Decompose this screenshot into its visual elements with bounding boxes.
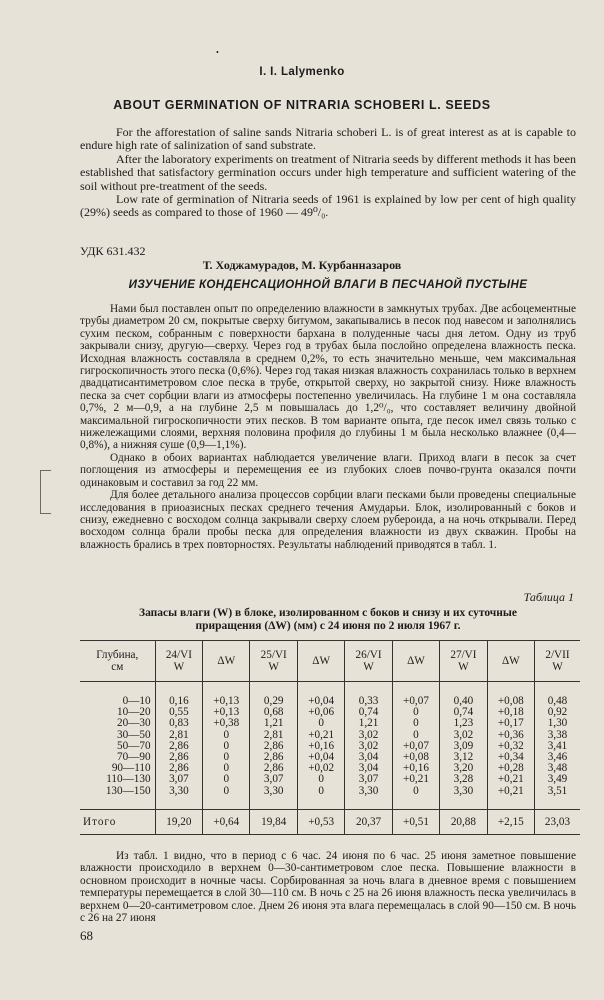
value-cell: +0,08: [392, 752, 439, 763]
page-number: 68: [80, 928, 93, 943]
value-cell: 0: [203, 786, 250, 810]
value-cell: 3,07: [345, 774, 393, 785]
table-caption: [80, 607, 576, 633]
total-value: +0,53: [298, 809, 345, 834]
value-cell: 0,68: [250, 707, 298, 718]
value-cell: +0,21: [487, 774, 534, 785]
value-cell: +0,21: [487, 786, 534, 810]
value-cell: 3,02: [345, 741, 393, 752]
abstract-paragraph-1: For the afforestation of saline sands Nitraria schoberi L. is of great interest as at is capable to endure high rate of salinization of sand substrate.: [80, 125, 576, 153]
value-cell: +0,07: [392, 682, 439, 708]
depth-cell: 30—50: [117, 728, 151, 741]
value-cell: 0,33: [345, 682, 393, 708]
depth-cell: 20—30: [117, 717, 151, 730]
value-cell: +0,32: [487, 741, 534, 752]
value-cell: 3,30: [155, 786, 203, 810]
total-value: 19,84: [250, 809, 298, 834]
value-cell: 3,30: [250, 786, 298, 810]
value-cell: 0: [392, 707, 439, 718]
value-cell: 0: [203, 730, 250, 741]
value-cell: 2,86: [250, 741, 298, 752]
table-caption-line-2: приращения (ΔW) (мм) с 24 июня по 2 июля 1967 г.: [195, 620, 461, 632]
header-date-4: 27/VI W: [440, 641, 488, 682]
value-cell: 1,30: [534, 718, 580, 729]
value-cell: 1,21: [345, 718, 393, 729]
value-cell: 0,55: [155, 707, 203, 718]
header-date-2: 25/VI W: [250, 641, 298, 682]
table-row: [80, 718, 580, 729]
value-cell: 3,07: [250, 774, 298, 785]
value-cell: 2,86: [155, 741, 203, 752]
table-body: [80, 682, 580, 810]
total-value: 20,88: [440, 809, 488, 834]
value-cell: 0: [203, 763, 250, 774]
value-cell: +0,07: [392, 741, 439, 752]
table-caption-line-1: Запасы влаги (W) в блоке, изолированном с боков и снизу и их суточные: [139, 607, 517, 619]
header-delta-3: ΔW: [392, 641, 439, 682]
value-cell: 1,21: [250, 718, 298, 729]
total-value: +2,15: [487, 809, 534, 834]
value-cell: +0,21: [298, 730, 345, 741]
value-cell: 2,86: [250, 752, 298, 763]
depth-cell: 0—10: [122, 695, 151, 707]
header-delta-2: ΔW: [298, 641, 345, 682]
total-value: 20,37: [345, 809, 393, 834]
value-cell: 0,83: [155, 718, 203, 729]
value-cell: +0,13: [203, 682, 250, 708]
value-cell: 0,48: [534, 682, 580, 708]
abstract-paragraph-2: After the laboratory experiments on treatment of Nitraria seeds by different methods it has been established that satisfactory germination occurs under high temperature and sufficient watering of the soil without pre-treatment of the seeds.: [80, 151, 576, 193]
article1-author: I. I. Lalymenko: [259, 66, 345, 78]
value-cell: 0: [203, 741, 250, 752]
article2-title: ИЗУЧЕНИЕ КОНДЕНСАЦИОННОЙ ВЛАГИ В ПЕСЧАНОЙ ПУСТЫНЕ: [128, 278, 528, 291]
article1-title: ABOUT GERMINATION OF NITRARIA SCHOBERI L. SEEDS: [113, 98, 491, 112]
article1-abstract: [80, 126, 576, 220]
value-cell: +0,17: [487, 718, 534, 729]
value-cell: 0: [392, 730, 439, 741]
value-cell: 3,04: [345, 752, 393, 763]
depth-cell: 10—20: [117, 706, 151, 719]
value-cell: +0,28: [487, 763, 534, 774]
value-cell: 0: [298, 774, 345, 785]
header-date-3: 26/VI W: [345, 641, 393, 682]
value-cell: +0,36: [487, 730, 534, 741]
article2-closing: [80, 850, 576, 924]
abstract-paragraph-3: Low rate of germination of Nitraria seeds of 1961 is explained by low per cent of high quality (29%) seeds as compared to those of 1960 — 49⁰/₀.: [80, 192, 576, 220]
value-cell: +0,38: [203, 718, 250, 729]
value-cell: 3,30: [345, 786, 393, 810]
value-cell: +0,13: [203, 707, 250, 718]
table-label: Таблица 1: [523, 590, 574, 604]
depth-cell: 130—150: [80, 786, 155, 810]
value-cell: +0,06: [298, 707, 345, 718]
table-row: [80, 774, 580, 785]
value-cell: 0,29: [250, 682, 298, 708]
value-cell: 3,20: [440, 763, 488, 774]
value-cell: +0,02: [298, 763, 345, 774]
value-cell: 0,16: [155, 682, 203, 708]
value-cell: 0,92: [534, 707, 580, 718]
value-cell: 2,81: [155, 730, 203, 741]
value-cell: 3,30: [440, 786, 488, 810]
value-cell: 0: [203, 752, 250, 763]
depth-cell: 110—130: [106, 773, 151, 786]
table-total-row: [80, 809, 580, 834]
value-cell: 3,02: [345, 730, 393, 741]
value-cell: 3,41: [534, 741, 580, 752]
value-cell: 3,48: [534, 763, 580, 774]
depth-cell: 90—110: [111, 762, 151, 775]
value-cell: 2,81: [250, 730, 298, 741]
value-cell: 0: [392, 718, 439, 729]
value-cell: 1,23: [440, 718, 488, 729]
value-cell: 0,74: [345, 707, 393, 718]
header-delta-1: ΔW: [203, 641, 250, 682]
body-paragraph-1: Нами был поставлен опыт по определению влажности в замкнутых трубах. Две асбоцементные трубы диаметром 20 см, покрытые сверху битумом, закапывались в песок под навесом и заполнялись сухим песком, собранным с поверхности бархана в полуденные часы дня летом. Одну из труб закрывали снизу, другую—сверху. Через год в трубах была послойно определена влажность песка. Исходная влажность составляла в среднем 0,2%, то есть значительно меньше, чем максимальная гигроскопичность этого песка (0,6%). Через год такая низкая влажность сохранилась только в верхнем двадцатисантиметровом слое песка в трубе, открытой сверху, но закрытой снизу. Ниже влажность песка за счет сорбции влаги из атмосферы постепенно увеличилась. На глубине 1 м она составляла 0,7%, 2 м—0,9, а на глубине 2,5 м повышалась до 1,2⁰/₀, что составляет величину двойной максимальной гигроскопичности этих песков. В том варианте опыта, где песок имел связь только с нижележащими слоями, верхняя половина профиля до глубины 1 м была несколько влажнее (0,4—0,8%), а нижняя суше (0,9—1,1%).: [80, 303, 576, 452]
depth-cell: 70—90: [117, 751, 151, 764]
table-row: [80, 682, 580, 708]
udk-code: УДК 631.432: [80, 244, 146, 258]
value-cell: 3,28: [440, 774, 488, 785]
depth-cell: 50—70: [117, 739, 151, 752]
total-value: +0,51: [392, 809, 439, 834]
header-date-1: 24/VI W: [155, 641, 203, 682]
value-cell: 0: [298, 718, 345, 729]
value-cell: 3,04: [345, 763, 393, 774]
value-cell: +0,04: [298, 752, 345, 763]
value-cell: 0,40: [440, 682, 488, 708]
value-cell: +0,08: [487, 682, 534, 708]
total-value: 19,20: [155, 809, 203, 834]
article2-body: [80, 303, 576, 551]
closing-paragraph: Из табл. 1 видно, что в период с 6 час. 24 июня по 6 час. 25 июня заметное повышение влажности происходило в верхнем 0—30-сантиметровом слое песка. Повышение влажности в основном происходит в ночные часы. Сорбированная за ночь влага в дневное время с повышением температуры перемещается в слой 30—110 см. В ночь с 25 на 26 июня влажность песка увеличилась в верхнем 0—20-сантиметровом слое. Днем 26 июня эта влага перемещалась в слой 90—150 см. В ночь с 26 на 27 июня: [80, 850, 576, 925]
total-label: Итого: [83, 815, 117, 828]
value-cell: +0,04: [298, 682, 345, 708]
body-paragraph-3: Для более детального анализа процессов сорбции влаги песками были проведены специальные исследования в приоазисных песках среднего течения Амударьи. Блок, изолированный с боков и снизу, ежедневно с восходом солнца закрывали сверху слоем рубероида, а на ночь открывали. Перед восходом солнца брали пробы песка для определения влажности из двух скважин. Пробы на влажность брались в трех повторностях. Результаты наблюдений приводятся в табл. 1.: [80, 489, 576, 551]
header-date-5: 2/VII W: [534, 641, 580, 682]
value-cell: 3,09: [440, 741, 488, 752]
value-cell: 2,86: [155, 752, 203, 763]
value-cell: 3,51: [534, 786, 580, 810]
header-depth: Глубина, см: [96, 649, 139, 673]
total-value: 23,03: [534, 809, 580, 834]
value-cell: 0: [392, 786, 439, 810]
print-speck: •: [216, 48, 219, 57]
value-cell: 3,07: [155, 774, 203, 785]
value-cell: 0: [298, 786, 345, 810]
body-paragraph-2: Однако в обоих вариантах наблюдается увеличение влаги. Приход влаги в песок за счет поглощения из атмосферы и перемещения ее из глубоких слоев почво-грунта оказался почти одинаковым и составил за год 22 мм.: [80, 451, 576, 489]
value-cell: 3,02: [440, 730, 488, 741]
value-cell: +0,16: [392, 763, 439, 774]
total-value: +0,64: [203, 809, 250, 834]
value-cell: 3,38: [534, 730, 580, 741]
value-cell: +0,21: [392, 774, 439, 785]
moisture-table: [80, 640, 580, 835]
value-cell: +0,16: [298, 741, 345, 752]
header-delta-4: ΔW: [487, 641, 534, 682]
value-cell: 3,49: [534, 774, 580, 785]
margin-pencil-mark: [40, 470, 51, 514]
value-cell: 2,86: [155, 763, 203, 774]
value-cell: 2,86: [250, 763, 298, 774]
table-header-row: [80, 641, 580, 682]
article2-authors: Т. Ходжамурадов, М. Курбанназаров: [202, 258, 402, 272]
value-cell: +0,34: [487, 752, 534, 763]
value-cell: 3,12: [440, 752, 488, 763]
table-row: [80, 786, 580, 810]
value-cell: 0,74: [440, 707, 488, 718]
value-cell: 3,46: [534, 752, 580, 763]
value-cell: 0: [203, 774, 250, 785]
value-cell: +0,18: [487, 707, 534, 718]
